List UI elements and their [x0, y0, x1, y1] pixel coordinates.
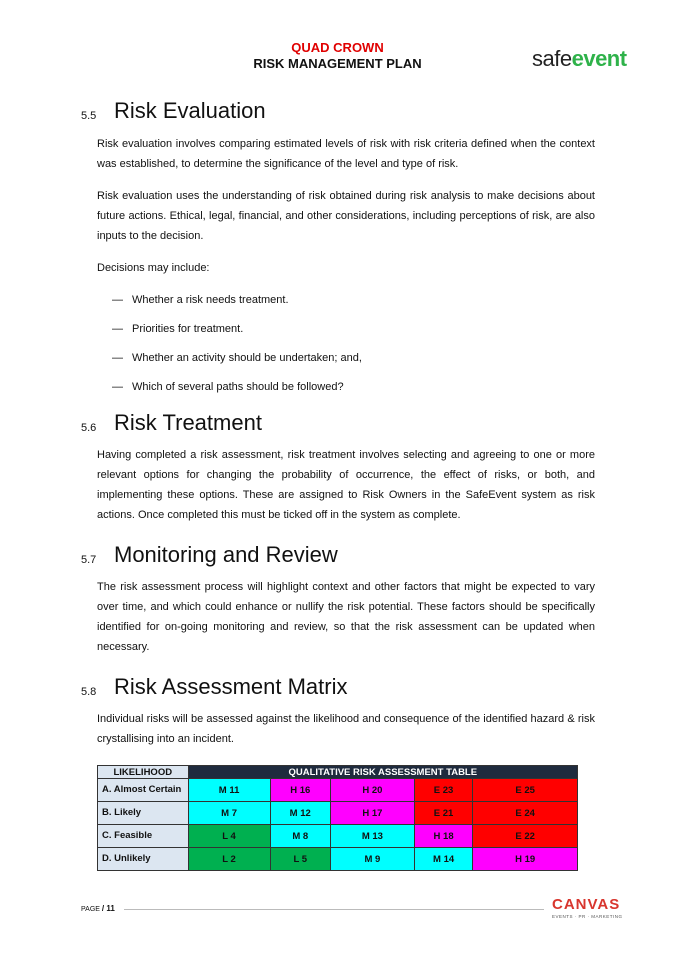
section-number: 5.6 [81, 422, 97, 434]
bullet-item [112, 352, 362, 364]
risk-cell: M 8 [270, 825, 330, 848]
paragraph: Risk evaluation involves comparing estimated levels of risk with risk criteria defined when the context was established, to determine the significance of the level and type of risk. [97, 138, 595, 170]
dash-marker: — [112, 381, 123, 393]
risk-assessment-table [97, 765, 578, 871]
risk-cell: M 14 [414, 848, 472, 871]
likelihood-label: C. Feasible [98, 825, 189, 848]
risk-cell: M 7 [188, 802, 270, 825]
table-row [98, 779, 578, 802]
bullet-item [112, 323, 243, 335]
canvas-logo: CANVAS [552, 896, 621, 913]
bullet-text: Priorities for treatment. [132, 323, 244, 335]
bullet-text: Whether an activity should be undertaken; and, [132, 352, 362, 364]
footer-divider [124, 909, 544, 910]
document-title: RISK MANAGEMENT PLAN [253, 56, 422, 71]
logo-text-safe: safe [532, 46, 572, 71]
dash-marker: — [112, 352, 123, 364]
section-title: Risk Evaluation [114, 98, 266, 123]
risk-cell: E 22 [473, 825, 578, 848]
table-row [98, 802, 578, 825]
risk-cell: E 21 [414, 802, 472, 825]
table-row [98, 848, 578, 871]
matrix-body [98, 779, 578, 871]
header-qualitative-table: QUALITATIVE RISK ASSESSMENT TABLE [188, 766, 577, 779]
risk-cell: H 19 [473, 848, 578, 871]
section-number: 5.7 [81, 554, 97, 566]
risk-cell: H 18 [414, 825, 472, 848]
table-row [98, 825, 578, 848]
safeevent-logo [532, 46, 627, 72]
section-title: Risk Treatment [114, 410, 262, 435]
risk-cell: E 23 [414, 779, 472, 802]
paragraph: Individual risks will be assessed against the likelihood and consequence of the identified hazard & risk crystallising into an incident. [97, 713, 595, 745]
bullet-text: Whether a risk needs treatment. [132, 294, 289, 306]
table-header-row [98, 766, 578, 779]
risk-cell: E 24 [473, 802, 578, 825]
risk-cell: L 2 [188, 848, 270, 871]
paragraph: Risk evaluation uses the understanding of risk obtained during risk analysis to make decisions about future actions. Ethical, legal, financial, and other considerations, including perceptions of risk, are also inputs to the decision. [97, 190, 595, 242]
risk-cell: E 25 [473, 779, 578, 802]
risk-cell: L 5 [270, 848, 330, 871]
risk-cell: M 9 [330, 848, 414, 871]
bullet-item [112, 381, 344, 393]
section-number: 5.5 [81, 110, 97, 122]
canvas-tagline: EVENTS · PR · MARKETING [552, 914, 623, 919]
paragraph: Decisions may include: [97, 262, 210, 274]
risk-cell: M 13 [330, 825, 414, 848]
risk-cell: H 20 [330, 779, 414, 802]
dash-marker: — [112, 294, 123, 306]
header-likelihood: LIKELIHOOD [98, 766, 189, 779]
likelihood-label: A. Almost Certain [98, 779, 189, 802]
paragraph: Having completed a risk assessment, risk treatment involves selecting and agreeing to one or more relevant options for changing the probability of occurrence, the effect of risks, or both, and implementing these options. These are assigned to Risk Owners in the SafeEvent system as risk actions. Once completed this must be ticked off in the system as complete. [97, 449, 595, 521]
section-title: Monitoring and Review [114, 542, 338, 567]
section-title: Risk Assessment Matrix [114, 674, 348, 699]
risk-cell: H 17 [330, 802, 414, 825]
section-number: 5.8 [81, 686, 97, 698]
company-name: QUAD CROWN [291, 40, 384, 55]
risk-cell: H 16 [270, 779, 330, 802]
risk-cell: M 11 [188, 779, 270, 802]
likelihood-label: B. Likely [98, 802, 189, 825]
logo-text-event: event [571, 46, 627, 71]
page-label: PAGE [81, 906, 100, 913]
likelihood-label: D. Unlikely [98, 848, 189, 871]
page-count: / 11 [101, 904, 115, 913]
bullet-item [112, 294, 289, 306]
page-number [81, 904, 115, 913]
paragraph: The risk assessment process will highlight context and other factors that might be expected to vary over time, and which could enhance or nullify the risk potential. These factors should be specifically identified for on-going monitoring and review, so that the risk assessment can be updated when necessary. [97, 581, 595, 653]
risk-cell: M 12 [270, 802, 330, 825]
dash-marker: — [112, 323, 123, 335]
bullet-text: Which of several paths should be followed? [132, 381, 344, 393]
risk-cell: L 4 [188, 825, 270, 848]
